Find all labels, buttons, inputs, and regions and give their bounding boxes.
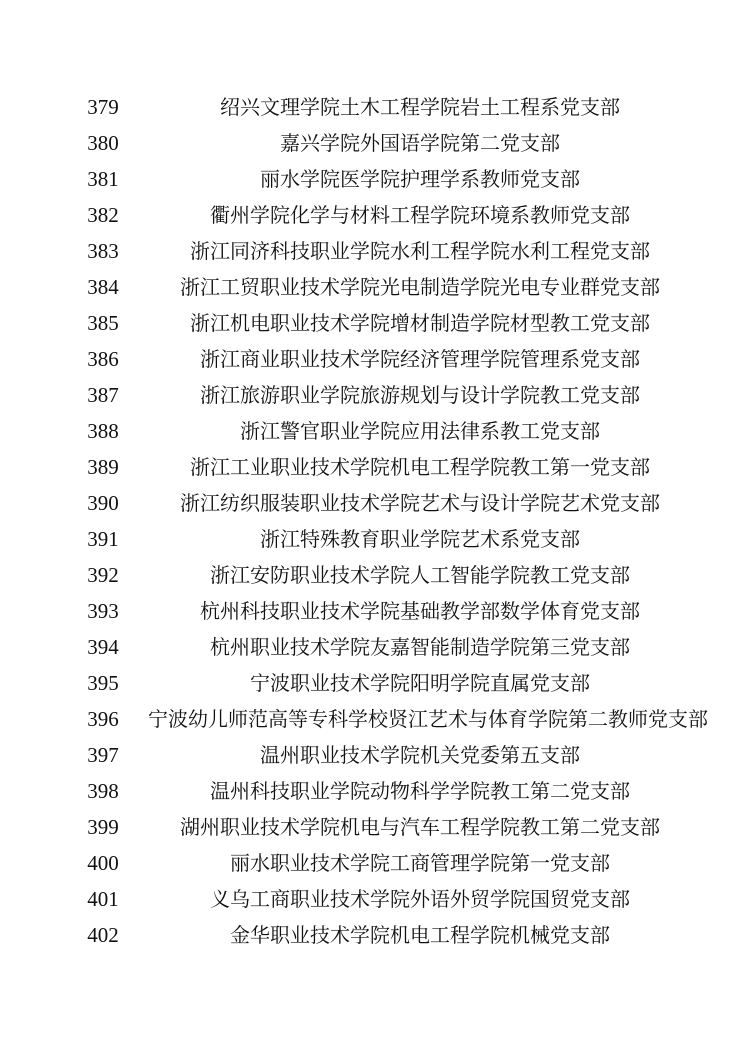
row-number: 396: [87, 706, 119, 731]
table-row: [58, 809, 692, 845]
row-number: 401: [87, 886, 119, 911]
row-number: 393: [87, 598, 119, 623]
branch-name: 杭州职业技术学院友嘉智能制造学院第三党支部: [210, 635, 630, 659]
row-number: 388: [87, 418, 119, 443]
table-row: [58, 485, 692, 521]
branch-name: 杭州科技职业技术学院基础教学部数学体育党支部: [200, 599, 640, 623]
branch-name: 浙江工贸职业技术学院光电制造学院光电专业群党支部: [180, 275, 660, 299]
branch-name: 浙江同济科技职业学院水利工程学院水利工程党支部: [190, 239, 650, 263]
table-row: [58, 773, 692, 809]
branch-name: 丽水学院医学院护理学系教师党支部: [260, 167, 580, 191]
row-number: 397: [87, 742, 119, 767]
branch-name: 浙江旅游职业学院旅游规划与设计学院教工党支部: [200, 383, 640, 407]
table-row: [58, 89, 692, 125]
branch-name: 浙江工业职业技术学院机电工程学院教工第一党支部: [190, 455, 650, 479]
table-row: [58, 233, 692, 269]
branch-name: 绍兴文理学院土木工程学院岩土工程系党支部: [220, 95, 620, 119]
branch-name: 浙江机电职业技术学院增材制造学院材型教工党支部: [190, 311, 650, 335]
table-row: [58, 197, 692, 233]
table-row: [58, 449, 692, 485]
table-row: [58, 629, 692, 665]
row-number: 394: [87, 634, 119, 659]
branch-name: 湖州职业技术学院机电与汽车工程学院教工第二党支部: [180, 815, 660, 839]
row-number: 392: [87, 562, 119, 587]
row-number: 402: [87, 922, 119, 947]
table-row: [58, 161, 692, 197]
row-number: 387: [87, 382, 119, 407]
branch-name: 宁波职业技术学院阳明学院直属党支部: [250, 671, 590, 695]
row-number: 383: [87, 238, 119, 263]
row-number: 382: [87, 202, 119, 227]
row-number: 379: [87, 94, 119, 119]
table-row: [58, 413, 692, 449]
row-number: 389: [87, 454, 119, 479]
table-row: [58, 305, 692, 341]
table-row: [58, 125, 692, 161]
branch-name: 浙江安防职业技术学院人工智能学院教工党支部: [210, 563, 630, 587]
table-row: [58, 521, 692, 557]
branch-name: 丽水职业技术学院工商管理学院第一党支部: [230, 851, 610, 875]
row-number: 390: [87, 490, 119, 515]
table-row: [58, 917, 692, 953]
table-row: [58, 269, 692, 305]
branch-name: 金华职业技术学院机电工程学院机械党支部: [230, 923, 610, 947]
table-row: [58, 845, 692, 881]
branch-name: 衢州学院化学与材料工程学院环境系教师党支部: [210, 203, 630, 227]
table-row: [58, 341, 692, 377]
branch-name: 浙江商业职业技术学院经济管理学院管理系党支部: [200, 347, 640, 371]
branch-name: 义乌工商职业技术学院外语外贸学院国贸党支部: [210, 887, 630, 911]
table-row: [58, 557, 692, 593]
table-row: [58, 665, 692, 701]
branch-name: 浙江纺织服装职业技术学院艺术与设计学院艺术党支部: [180, 491, 660, 515]
row-number: 380: [87, 130, 119, 155]
branch-name: 嘉兴学院外国语学院第二党支部: [280, 131, 560, 155]
table-row: [58, 593, 692, 629]
table-row: [58, 701, 708, 737]
table-row: [58, 881, 692, 917]
branch-name: 温州职业技术学院机关党委第五支部: [260, 743, 580, 767]
row-number: 398: [87, 778, 119, 803]
branch-name: 浙江特殊教育职业学院艺术系党支部: [260, 527, 580, 551]
row-number: 384: [87, 274, 119, 299]
party-branch-table: [58, 89, 708, 953]
row-number: 399: [87, 814, 119, 839]
row-number: 381: [87, 166, 119, 191]
branch-name: 宁波幼儿师范高等专科学校贤江艺术与体育学院第二教师党支部: [148, 707, 708, 731]
row-number: 391: [87, 526, 119, 551]
branch-name: 浙江警官职业学院应用法律系教工党支部: [240, 419, 600, 443]
table-row: [58, 377, 692, 413]
row-number: 385: [87, 310, 119, 335]
row-number: 386: [87, 346, 119, 371]
row-number: 395: [87, 670, 119, 695]
table-row: [58, 737, 692, 773]
row-number: 400: [87, 850, 119, 875]
branch-name: 温州科技职业学院动物科学学院教工第二党支部: [210, 779, 630, 803]
